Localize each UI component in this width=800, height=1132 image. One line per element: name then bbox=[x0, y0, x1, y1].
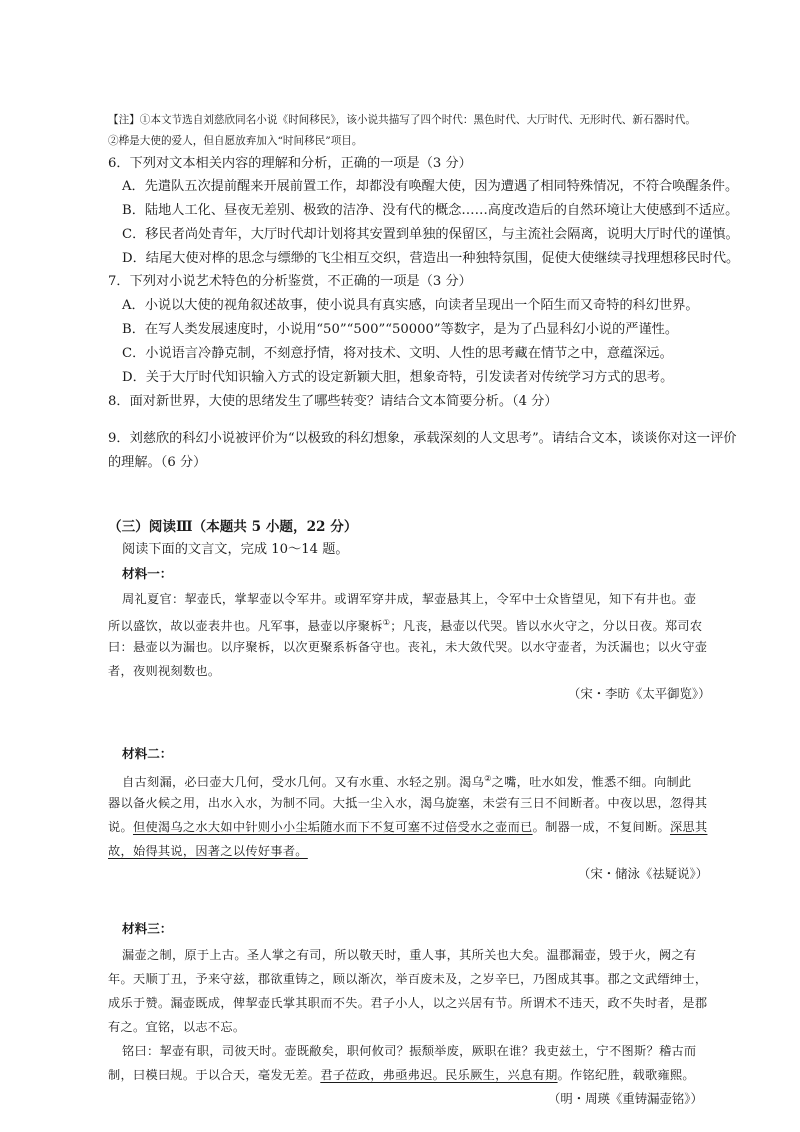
material-2-line bbox=[122, 770, 691, 791]
question-6-option-c: C．移民者尚处青年，大厅时代却计划将其安置到单独的保留区，与主流社会隔离，说明大厅时代的谨慎。 bbox=[122, 227, 739, 242]
underlined-sentence: 但使渴乌之水大如中针则小小尘垢随水而下不复可塞不过倍受水之壶而已 bbox=[132, 820, 533, 834]
material-2-label: 材料二： bbox=[122, 746, 173, 761]
material-1-line-seg: 所以盛饮，故以壶表井也。凡军事，悬壶以序聚柝 bbox=[108, 619, 383, 633]
material-3-source: （明・周瑛《重铸漏壶铭》） bbox=[548, 1091, 703, 1106]
material-1-source: （宋・李昉《太平御览》） bbox=[568, 686, 711, 701]
footnote-marker: ② bbox=[484, 774, 492, 783]
material-3-label: 材料三： bbox=[122, 921, 173, 936]
question-6-option-b: B．陆地人工化、昼夜无差别、极致的洁净、没有代的概念……高度改造后的自然环境让大使感到不适应。 bbox=[122, 203, 739, 218]
material-1-label: 材料一： bbox=[122, 566, 173, 581]
question-6-option-a: A．先遣队五次提前醒来开展前置工作，却都没有唤醒大使，因为遭遇了相同特殊情况，不符合唤醒条件。 bbox=[122, 179, 739, 194]
material-3-line: 有之。宜铭，以志不忘。 bbox=[108, 1020, 246, 1034]
material-2-line-seg: 。制器一成，不复间断。 bbox=[532, 820, 670, 834]
material-2-source: （宋・储泳《祛疑说》） bbox=[578, 866, 709, 881]
material-2-line: 器以备火候之用，出水入水，为制不同。大抵一尘入水，渴乌旋塞，未尝有三日不间断者。中夜以思，忽得其 bbox=[108, 796, 708, 810]
question-9-line-2: 的理解。（6 分） bbox=[108, 455, 207, 470]
material-2-line-seg: 自古刻漏，必曰壶大几何，受水几何。又有水重、水轻之别。渴乌 bbox=[122, 775, 485, 789]
underlined-sentence: 故，始得其说，因著之以传好事者。 bbox=[108, 844, 308, 858]
question-6-stem: 6．下列对文本相关内容的理解和分析，正确的一项是（3 分） bbox=[108, 156, 472, 171]
material-1-line bbox=[108, 614, 702, 635]
section-3-instruction: 阅读下面的文言文，完成 10～14 题。 bbox=[122, 542, 349, 557]
question-9-line-1: 9．刘慈欣的科幻小说被评价为“以极致的科幻想象，承载深刻的人文思考”。请结合文本，谈谈你对这一评价 bbox=[108, 431, 737, 446]
question-7-stem: 7．下列对小说艺术特色的分析鉴赏，不正确的一项是（3 分） bbox=[108, 274, 472, 289]
material-3-line-seg: 。作铭纪胜，载歌雍熙。 bbox=[557, 1068, 695, 1082]
material-3-line bbox=[108, 1066, 695, 1084]
material-3-line: 成乐于赞。漏壶既成，俾挈壶氏掌其职而不失。君子小人，以之兴居有节。所谓术不违天，政不失时者，是郡 bbox=[108, 996, 708, 1010]
question-8: 8．面对新世界，大使的思绪发生了哪些转变？请结合文本简要分析。（4 分） bbox=[108, 394, 558, 409]
material-1-line: 曰：悬壶以为漏也。以序聚柝，以次更聚系柝备守也。丧礼，未大敛代哭。以水守壶者，为沃漏也；以火守壶 bbox=[108, 640, 708, 654]
material-2-line bbox=[108, 818, 707, 836]
question-7-option-c: C．小说语言冷静克制，不刻意抒情，将对技术、文明、人性的思考藏在情节之中，意蕴深远。 bbox=[122, 346, 673, 361]
question-7-option-a: A．小说以大使的视角叙述故事，使小说具有真实感，向读者呈现出一个陌生而又奇特的科幻世界。 bbox=[122, 298, 699, 313]
question-6-option-d: D．结尾大使对桦的思念与缥缈的飞尘相互交织，营造出一种独特氛围，促使大使继续寻找理想移民时代。 bbox=[122, 251, 740, 266]
question-7-option-d: D．关于大厅时代知识输入方式的设定新颖大胆，想象奇特，引发读者对传统学习方式的思考。 bbox=[122, 370, 674, 385]
material-1-line: 周礼夏官：挈壶氏，掌挈壶以令军井。或谓军穿井成，挈壶悬其上，令军中士众皆望见，知下有井也。壶 bbox=[122, 592, 697, 606]
material-1-line-seg: ；凡丧，悬壶以代哭。皆以水火守之，分以日夜。郑司农 bbox=[390, 619, 703, 633]
material-3-line: 年。天顺丁丑，予来守兹，郡欲重铸之，顾以渐次，举百废未及，之岁辛巳，乃图成其事。郡之文武缙绅士， bbox=[108, 972, 708, 986]
material-3-line: 漏壶之制，原于上古。圣人掌之有司，所以敬天时，重人事，其所关也大矣。温郡漏壶，毁于火，阙之有 bbox=[122, 948, 697, 962]
footnote-line-2: ②桦是大使的爱人，但自愿放弃加入“时间移民”项目。 bbox=[108, 135, 363, 147]
footnote-marker: ① bbox=[382, 618, 391, 627]
material-2-line-seg: 说。 bbox=[108, 820, 133, 834]
material-2-line bbox=[108, 842, 308, 860]
footnote-line-1: 【注】①本文节选自刘慈欣同名小说《时间移民》，该小说共描写了四个时代：黑色时代、大厅时代、无形时代、新石器时代。 bbox=[108, 114, 696, 126]
section-3-title: （三）阅读Ⅲ（本题共 5 小题，22 分） bbox=[108, 519, 358, 535]
underlined-sentence: 深思其 bbox=[669, 820, 708, 834]
material-3-line-seg: 制，曰模曰规。于以合天，毫发无差。 bbox=[108, 1068, 321, 1082]
material-1-line: 者，夜则视刻数也。 bbox=[108, 664, 221, 678]
question-7-option-b: B．在写人类发展速度时，小说用“50”“500”“50000”等数字，是为了凸显科幻小说的严谨性。 bbox=[122, 322, 679, 337]
material-3-line: 铭曰：挈壶有职，司彼天时。壶既敝矣，职何攸司？振颓举废，厥职在谁？我吏兹土，宁不图斯？稽古而 bbox=[122, 1044, 697, 1058]
material-2-line-seg: 之嘴，吐水如发，惟悉不细。向制此 bbox=[491, 775, 692, 789]
underlined-sentence: 君子莅政，弗亟弗迟。民乐厥生，兴息有期 bbox=[320, 1068, 558, 1082]
